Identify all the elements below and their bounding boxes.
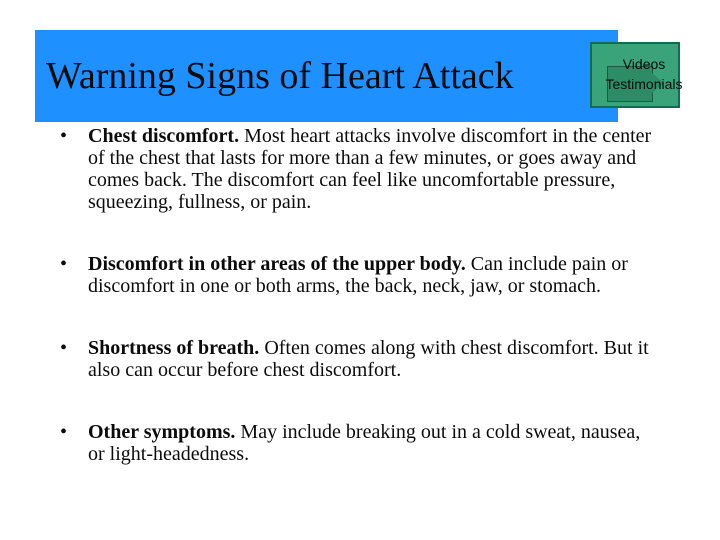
slide-title: Warning Signs of Heart Attack [46, 55, 514, 97]
bullet-item [60, 421, 660, 465]
bullet-heading: Discomfort in other areas of the upper body. [88, 253, 466, 275]
bullet-heading: Other symptoms. [88, 421, 236, 443]
bullet-item [60, 253, 660, 297]
videos-testimonials-label[interactable] [592, 54, 696, 94]
videos-label: Videos [622, 56, 666, 72]
bullet-icon: • [60, 125, 68, 147]
bullet-heading: Chest discomfort. [88, 125, 240, 147]
bullet-icon: • [60, 421, 68, 443]
testimonials-label: Testimonials [605, 76, 683, 92]
bullet-text: May include breaking out in a cold sweat, nausea, or light-headedness. [88, 421, 641, 465]
bullet-heading: Shortness of breath. [88, 337, 260, 359]
bullet-text: Can include pain or discomfort in one or both arms, the back, neck, jaw, or stomach. [88, 253, 628, 297]
bullet-text: Often comes along with chest discomfort. But it also can occur before chest discomfort. [88, 337, 649, 381]
bullet-item [60, 125, 660, 213]
bullet-text: Most heart attacks involve discomfort in the center of the chest that lasts for more than a few minutes, or goes away and comes back. The discomfort can feel like uncomfortable pressure, squeezing, fullness, or pain. [88, 125, 652, 213]
bullet-icon: • [60, 253, 68, 275]
bullet-list [60, 125, 660, 505]
bullet-item [60, 337, 660, 381]
bullet-icon: • [60, 337, 68, 359]
